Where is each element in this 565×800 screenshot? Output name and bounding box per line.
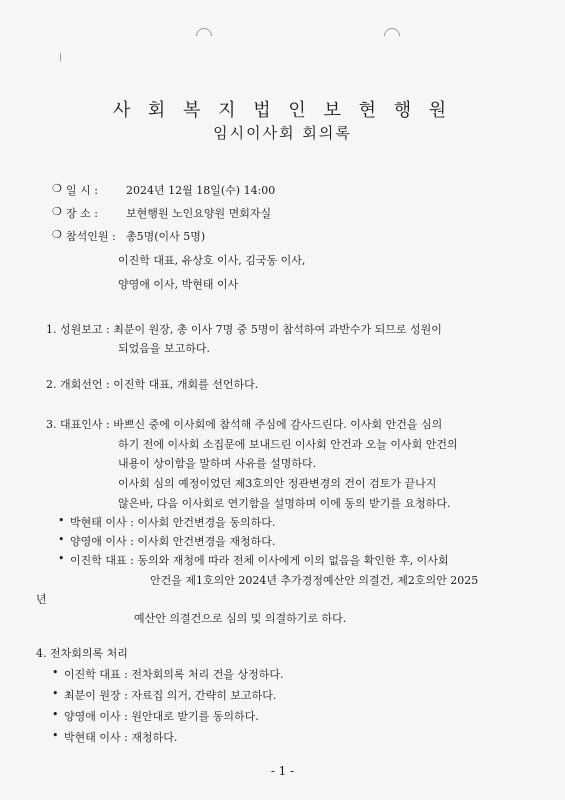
attendees-names-2: 양영애 이사, 박현태 이사: [118, 278, 239, 291]
bullet-icon: •: [52, 666, 59, 679]
attendees-value: 총5명(이사 5명): [126, 230, 206, 243]
punch-hole-left: [193, 25, 216, 48]
bullet-icon: •: [58, 552, 65, 565]
section-3-line: 하기 전에 이사회 소집문에 보내드린 이사회 안건과 오늘 이사회 안건의: [118, 438, 458, 451]
circle-bullet-icon: ❍: [52, 182, 62, 195]
section-4-item: 양영애 이사 : 원안대로 받기를 동의하다.: [64, 710, 259, 723]
section-1-line: 되었음을 보고하다.: [118, 342, 211, 355]
circle-bullet-icon: ❍: [52, 228, 62, 241]
punch-hole-right: [381, 25, 404, 48]
page-number: - 1 -: [270, 764, 295, 778]
section-3-item: 양영애 이사 : 이사회 안건변경을 재청하다.: [70, 535, 276, 548]
section-3-line: 이사회 심의 예정이었던 제3호의안 정관변경의 건이 검토가 끝나지: [118, 477, 437, 490]
section-3-line: 않은바, 다음 이사회로 연기함을 설명하며 이에 동의 받기를 요청하다.: [118, 497, 451, 510]
section-3-item: 예산안 의결건으로 심의 및 의결하기로 하다.: [134, 612, 347, 625]
attendees-label: 참석인원 :: [66, 230, 116, 243]
section-3-line: 내용이 상이함을 말하며 사유를 설명하다.: [118, 457, 317, 470]
section-3-item: 박현태 이사 : 이사회 안건변경을 동의하다.: [70, 516, 276, 529]
section-4-item: 박현태 이사 : 재청하다.: [64, 731, 178, 744]
section-3-line: 3. 대표인사 : 바쁘신 중에 이사회에 참석해 주심에 감사드린다. 이사회 안건을 심의: [46, 418, 443, 431]
page-mark: [60, 53, 61, 61]
document-title: 사 회 복 지 법 인 보 현 행 원: [112, 100, 453, 121]
section-2-line: 2. 개회선언 : 이진학 대표, 개회를 선언하다.: [46, 378, 259, 391]
bullet-icon: •: [58, 514, 65, 527]
place-label: 장 소 :: [66, 207, 98, 220]
section-3-item: 안건을 제1호의안 2024년 추가경정예산안 의결건, 제2호의안 2025: [150, 574, 479, 587]
bullet-icon: •: [58, 533, 65, 546]
document-subtitle: 임시이사회 회의록: [213, 124, 352, 142]
section-4-item: 최분이 원장 : 자료집 의거, 간략히 보고하다.: [64, 689, 277, 702]
section-1-line: 1. 성원보고 : 최분이 원장, 총 이사 7명 중 5명이 참석하여 과반수가 되므로 성원이: [46, 323, 442, 336]
attendees-names-1: 이진학 대표, 유상호 이사, 김국동 이사,: [118, 254, 306, 267]
bullet-icon: •: [52, 687, 59, 700]
bullet-icon: •: [52, 708, 59, 721]
section-4-item: 이진학 대표 : 전차회의록 처리 건을 상정하다.: [64, 668, 284, 681]
date-label: 일 시 :: [66, 184, 98, 197]
section-3-item: 년: [36, 593, 47, 606]
section-3-item: 이진학 대표 : 동의와 재청에 따라 전체 이사에게 이의 없음을 확인한 후, 이사회: [70, 554, 449, 567]
bullet-icon: •: [52, 729, 59, 742]
date-value: 2024년 12월 18일(수) 14:00: [126, 184, 276, 197]
place-value: 보현행원 노인요양원 면회자실: [126, 207, 272, 220]
circle-bullet-icon: ❍: [52, 205, 62, 218]
section-4-title: 4. 전차회의록 처리: [36, 647, 128, 660]
